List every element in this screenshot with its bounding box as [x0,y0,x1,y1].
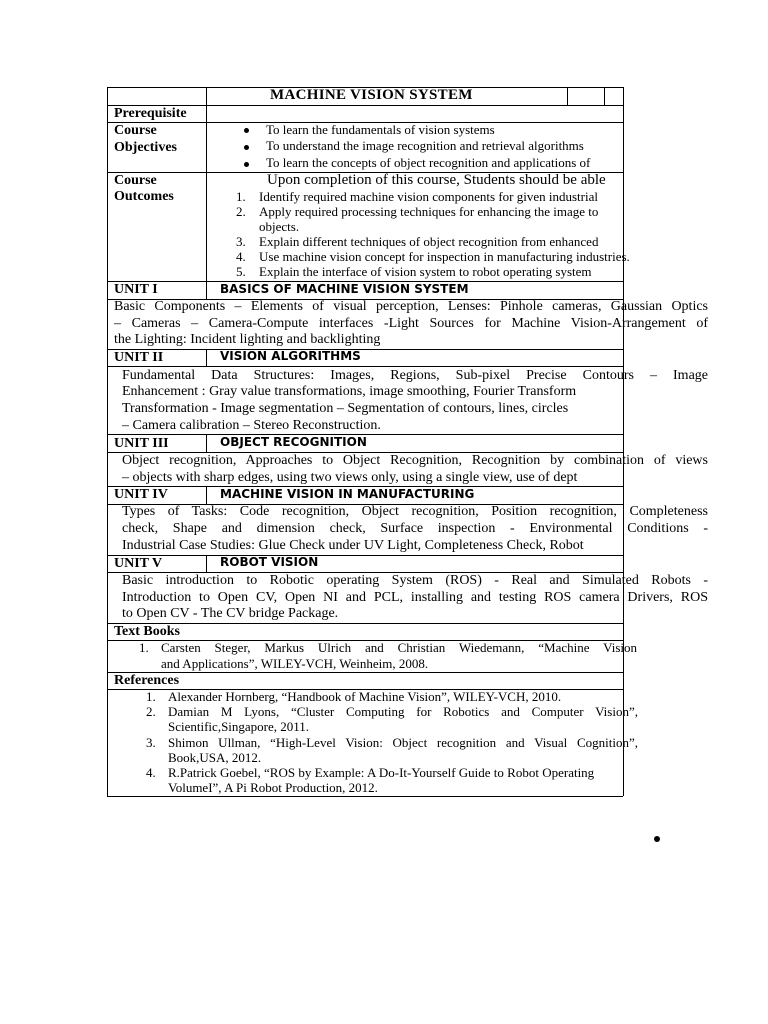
list-item: To understand the image recognition and retrieval algorithms [266,138,584,153]
unit-title: BASICS OF MACHINE VISION SYSTEM [220,282,469,296]
unit-title: ROBOT VISION [220,555,319,569]
text-line: Basic introduction to Robotic operating System (ROS) - Real and Simulated Robots - [122,573,708,588]
list-item: Apply required processing techniques for enhancing the image to [259,204,599,219]
list-item: Damian M Lyons, “Cluster Computing for Robotics and Computer Vision”, [168,704,638,719]
list-number: 4. [236,249,246,264]
unit-label: UNIT I [114,282,158,297]
outcomes-intro: Upon completion of this course, Students should be able [267,172,606,188]
unit-title: OBJECT RECOGNITION [220,435,367,449]
list-number: 4. [146,765,156,780]
text-line: Types of Tasks: Code recognition, Object recognition, Position recognition, Completeness [122,504,708,519]
text-line: Enhancement : Gray value transformations, image smoothing, Fourier Transform [122,384,577,399]
list-item: To learn the fundamentals of vision systems [266,122,495,137]
text-line: – objects with sharp edges, using two views only, using a single view, use of dept [122,470,578,485]
list-item: Shimon Ullman, “High-Level Vision: Object recognition and Visual Cognition”, [168,735,638,750]
bullet-icon [244,145,249,150]
bullet-icon [244,162,249,167]
text-line: Transformation - Image segmentation – Segmentation of contours, lines, circles [122,401,569,416]
list-item: objects. [259,219,300,234]
list-item: Explain different techniques of object recognition from enhanced [259,234,599,249]
objectives-label: Course [114,123,157,138]
bullet-icon [654,836,660,842]
unit-title: MACHINE VISION IN MANUFACTURING [220,487,475,501]
text-line: Fundamental Data Structures: Images, Regions, Sub-pixel Precise Contours – Image [122,368,708,383]
objectives-label: Objectives [114,140,177,155]
list-number: 2. [146,704,156,719]
page-title: MACHINE VISION SYSTEM [270,87,473,103]
unit-label: UNIT IV [114,487,168,502]
list-item: Alexander Hornberg, “Handbook of Machine Vision”, WILEY-VCH, 2010. [168,689,562,704]
list-number: 3. [146,735,156,750]
textbooks-label: Text Books [114,624,181,639]
outcomes-label: Outcomes [114,189,174,204]
text-line: the Lighting: Incident lighting and backlighting [114,332,381,347]
list-number: 1. [146,689,156,704]
prerequisite-label: Prerequisite [114,106,187,121]
bullet-icon [244,128,249,133]
list-item: Identify required machine vision components for given industrial [259,189,598,204]
list-item: To learn the concepts of object recognition and applications of [266,155,591,170]
outcomes-label: Course [114,173,157,188]
unit-label: UNIT III [114,436,169,451]
list-item: Use machine vision concept for inspection in manufacturing industries. [259,249,630,264]
text-line: – Camera calibration – Stereo Reconstruction. [122,418,381,433]
list-item: VolumeI”, A Pi Robot Production, 2012. [168,780,378,795]
text-line: Introduction to Open CV, Open NI and PCL, installing and testing ROS camera Drivers, ROS [122,590,708,605]
unit-label: UNIT V [114,556,163,571]
list-item: R.Patrick Goebel, “ROS by Example: A Do-It-Yourself Guide to Robot Operating [168,765,595,780]
list-number: 2. [236,204,246,219]
list-item: Carsten Steger, Markus Ulrich and Christian Wiedemann, “Machine Vision [161,640,637,655]
text-line: – Cameras – Camera-Compute interfaces -Light Sources for Machine Vision-Arrangement of [114,316,708,331]
list-number: 1. [139,640,149,655]
text-line: to Open CV - The CV bridge Package. [122,606,339,621]
references-label: References [114,673,180,688]
list-item: Book,USA, 2012. [168,750,262,765]
text-line: check, Shape and dimension check, Surface inspection - Environmental Conditions - [122,521,708,536]
list-number: 3. [236,234,246,249]
text-line: Object recognition, Approaches to Object Recognition, Recognition by combination of views [122,453,708,468]
unit-label: UNIT II [114,350,164,365]
list-number: 1. [236,189,246,204]
list-item: Scientific,Singapore, 2011. [168,719,310,734]
text-line: Basic Components – Elements of visual perception, Lenses: Pinhole cameras, Gaussian Optics [114,299,708,314]
list-number: 5. [236,264,246,279]
unit-title: VISION ALGORITHMS [220,349,361,363]
text-line: Industrial Case Studies: Glue Check under UV Light, Completeness Check, Robot [122,538,584,553]
list-item: and Applications”, WILEY-VCH, Weinheim, 2008. [161,656,429,671]
list-item: Explain the interface of vision system to robot operating system [259,264,592,279]
